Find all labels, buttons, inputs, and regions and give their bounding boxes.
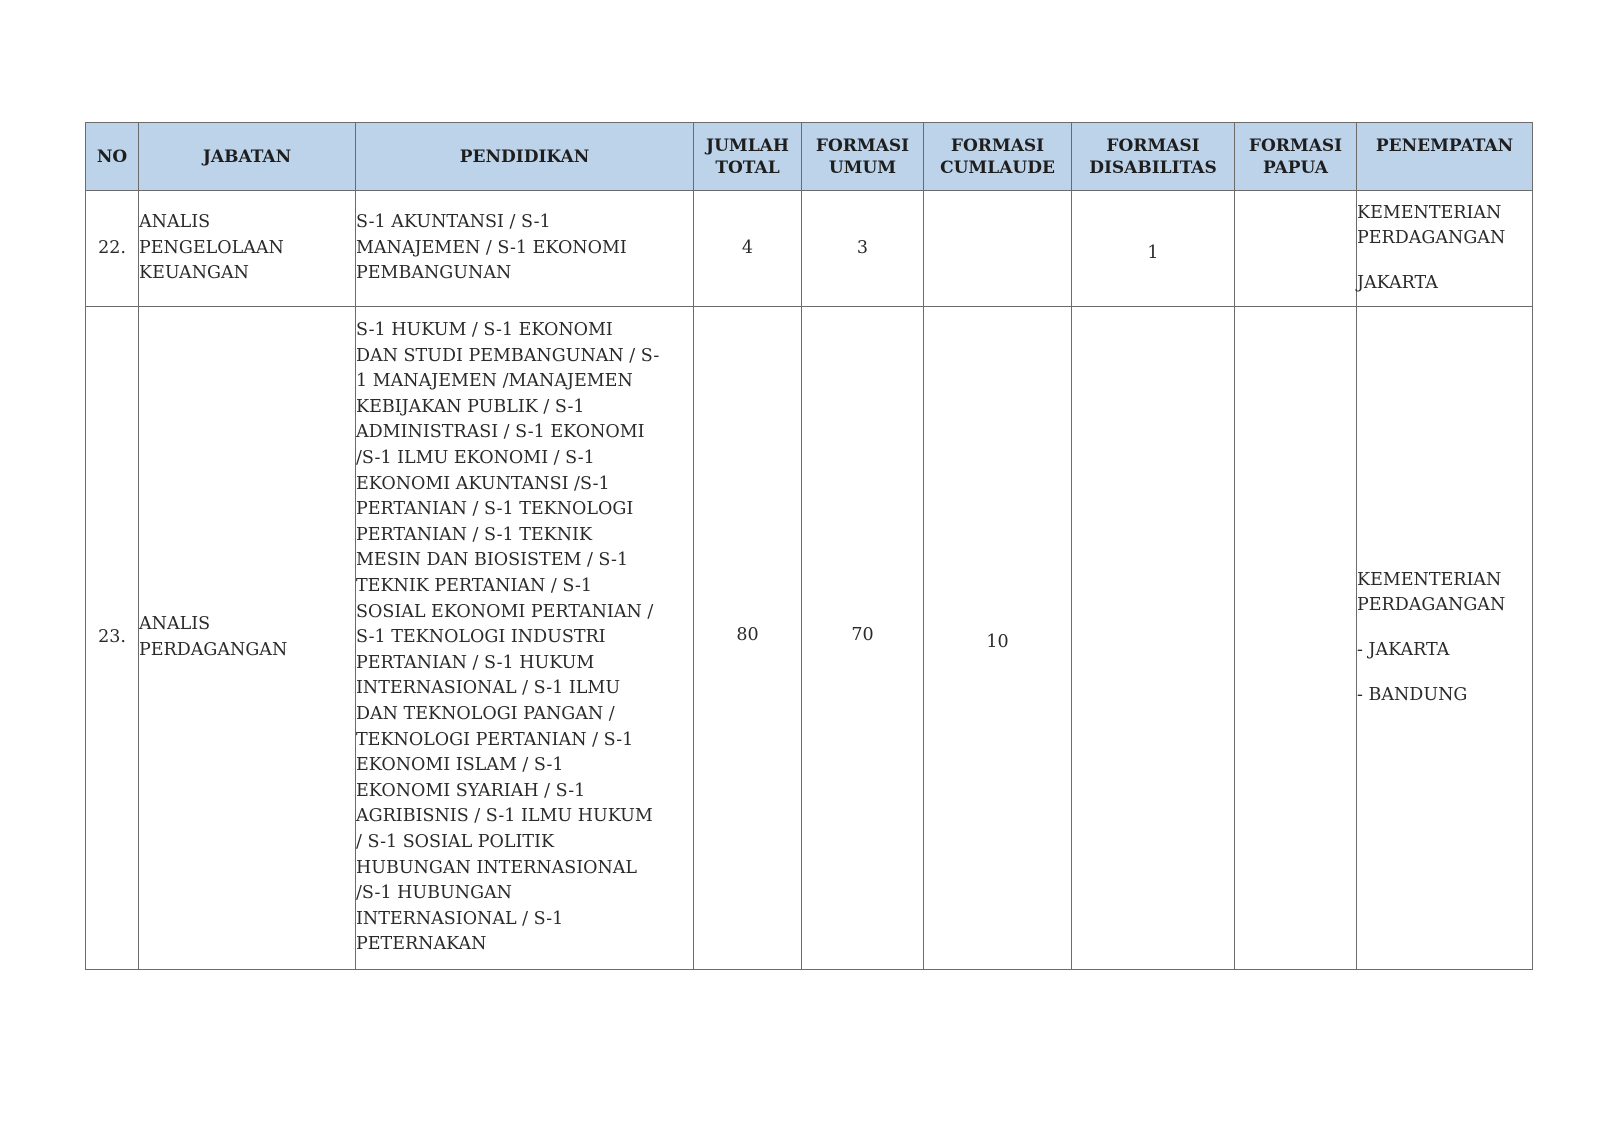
penempatan-lokasi: - JAKARTA [1357, 640, 1450, 660]
pendidikan-line: EKONOMI SYARIAH / S-1 [356, 780, 586, 801]
header-line: TOTAL [715, 157, 780, 178]
pendidikan-line: MESIN DAN BIOSISTEM / S-1 [356, 550, 629, 571]
header-line: UMUM [828, 157, 897, 178]
header-line: DISABILITAS [1089, 157, 1217, 178]
table-body [86, 191, 1533, 970]
pendidikan-line: S-1 AKUNTANSI / S-1 [356, 212, 551, 233]
header-penempatan: PENEMPATAN [1357, 123, 1533, 191]
header-line: FORMASI [815, 135, 910, 156]
pendidikan-line: TEKNIK PERTANIAN / S-1 [356, 576, 593, 597]
cell-penempatan [1357, 191, 1533, 307]
header-line: FORMASI [950, 135, 1045, 156]
cell-formasi-umum: 3 [802, 191, 924, 307]
pendidikan-line: HUBUNGAN INTERNASIONAL [356, 857, 638, 878]
cell-formasi-cumlaude [924, 191, 1072, 307]
cell-formasi-papua [1235, 191, 1357, 307]
pendidikan-line: PERTANIAN / S-1 TEKNOLOGI [356, 499, 634, 520]
cell-no: 22. [86, 191, 139, 307]
table-row [86, 191, 1533, 307]
penempatan-instansi-line: PERDAGANGAN [1357, 595, 1506, 616]
pendidikan-line: S-1 TEKNOLOGI INDUSTRI [356, 627, 606, 648]
header-line: JUMLAH [706, 135, 789, 156]
pendidikan-line: S-1 HUKUM / S-1 EKONOMI [356, 320, 613, 341]
pendidikan-line: PERTANIAN / S-1 HUKUM [356, 652, 595, 673]
formasi-cumlaude-value: 10 [986, 632, 1009, 653]
pendidikan-line: 1 MANAJEMEN /MANAJEMEN [356, 371, 633, 392]
penempatan-instansi-line: KEMENTERIAN [1357, 202, 1502, 223]
table-row [86, 307, 1533, 970]
cell-jumlah-total: 80 [694, 305, 802, 968]
pendidikan-line: KEBIJAKAN PUBLIK / S-1 [356, 396, 585, 417]
penempatan-lokasi: JAKARTA [1357, 272, 1438, 293]
header-line: FORMASI [1106, 135, 1200, 156]
pendidikan-line: ADMINISTRASI / S-1 EKONOMI [356, 422, 645, 443]
jabatan-line: PERDAGANGAN [139, 640, 288, 660]
pendidikan-line: EKONOMI AKUNTANSI /S-1 [356, 473, 610, 494]
cell-no: 23. [86, 307, 139, 970]
pendidikan-line: /S-1 HUBUNGAN [356, 883, 512, 904]
header-formasi-papua [1235, 123, 1357, 191]
pendidikan-line: DAN TEKNOLOGI PANGAN / [356, 703, 615, 724]
formasi-table [85, 122, 1533, 970]
cell-jabatan [139, 307, 356, 970]
pendidikan-line: TEKNOLOGI PERTANIAN / S-1 [356, 729, 634, 750]
penempatan-instansi-line: KEMENTERIAN [1357, 569, 1502, 590]
header-formasi-umum [802, 123, 924, 191]
cell-formasi-cumlaude [924, 307, 1072, 970]
header-formasi-disabilitas [1072, 123, 1235, 191]
cell-pendidikan [356, 307, 694, 970]
penempatan-lokasi: - BANDUNG [1357, 684, 1468, 705]
pendidikan-line: MANAJEMEN / S-1 EKONOMI [356, 237, 627, 258]
header-jumlah-total [694, 123, 802, 191]
pendidikan-line: INTERNASIONAL / S-1 ILMU [356, 678, 621, 699]
table-header [86, 123, 1533, 191]
cell-formasi-disabilitas [1072, 307, 1235, 970]
header-line: PAPUA [1262, 157, 1328, 178]
pendidikan-line: INTERNASIONAL / S-1 [356, 908, 564, 929]
cell-pendidikan [356, 191, 694, 307]
pendidikan-line: /S-1 ILMU EKONOMI / S-1 [356, 448, 595, 469]
penempatan-instansi-line: PERDAGANGAN [1357, 228, 1506, 249]
cell-formasi-papua [1235, 307, 1357, 970]
pendidikan-line: PEMBANGUNAN [356, 263, 512, 284]
header-formasi-cumlaude [924, 123, 1072, 191]
cell-formasi-disabilitas [1072, 191, 1235, 307]
header-row [86, 123, 1533, 191]
pendidikan-line: SOSIAL EKONOMI PERTANIAN / [356, 601, 654, 622]
pendidikan-line: DAN STUDI PEMBANGUNAN / S- [356, 345, 660, 366]
jabatan-line: PENGELOLAAN [139, 237, 284, 258]
jabatan-line: ANALIS [139, 212, 211, 233]
pendidikan-line: / S-1 SOSIAL POLITIK [356, 831, 555, 852]
pendidikan-line: EKONOMI ISLAM / S-1 [356, 755, 564, 776]
header-line: CUMLAUDE [940, 157, 1055, 178]
header-no: NO [86, 123, 139, 191]
cell-jumlah-total: 4 [694, 191, 802, 307]
jabatan-line: KEUANGAN [139, 263, 249, 284]
jabatan-line: ANALIS [139, 614, 211, 635]
pendidikan-line: PERTANIAN / S-1 TEKNIK [356, 524, 593, 545]
cell-formasi-umum: 70 [802, 305, 924, 968]
cell-jabatan [139, 191, 356, 307]
formasi-disabilitas-value: 1 [1147, 242, 1159, 263]
pendidikan-line: PETERNAKAN [356, 934, 487, 955]
pendidikan-line: AGRIBISNIS / S-1 ILMU HUKUM [356, 806, 653, 827]
header-jabatan: JABATAN [139, 123, 356, 191]
header-line: FORMASI [1248, 135, 1343, 156]
cell-penempatan [1357, 307, 1533, 970]
header-pendidikan: PENDIDIKAN [356, 123, 694, 191]
